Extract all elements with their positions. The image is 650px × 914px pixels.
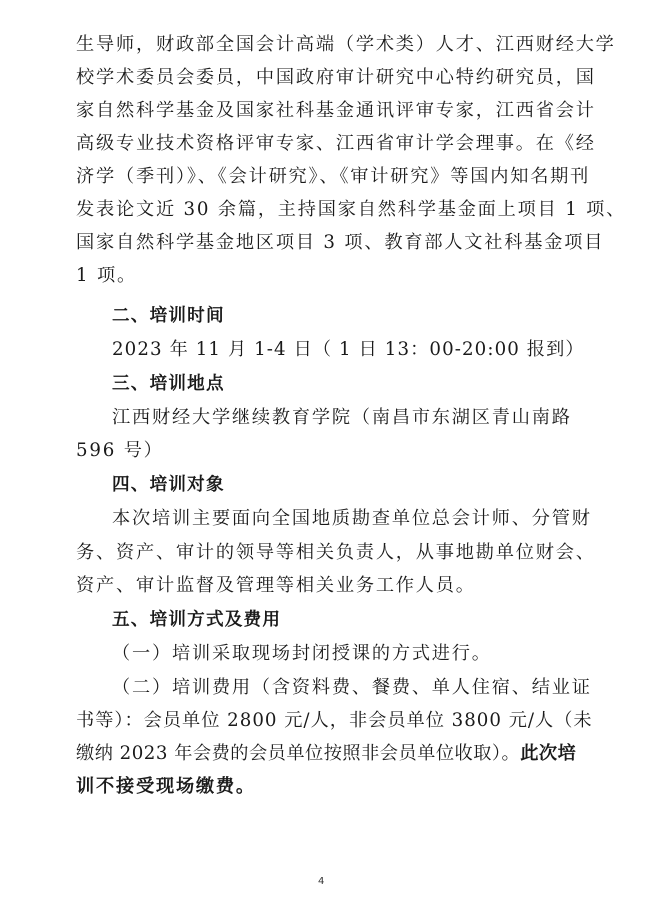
no-onsite-payment-notice-part-1: 此次培 bbox=[520, 743, 577, 764]
page-number: 4 bbox=[318, 876, 325, 887]
bio-line-2: 校学术委员会委员，中国政府审计研究中心特约研究员，国 bbox=[76, 67, 596, 88]
bio-line-4: 高级专业技术资格评审专家、江西省审计学会理事。在《经 bbox=[76, 133, 596, 154]
training-target-line-2: 务、资产、审计的领导等相关负责人，从事地勘单位财会、 bbox=[76, 542, 596, 563]
section-heading-training-method-fees: 五、培训方式及费用 bbox=[112, 610, 282, 630]
training-location-line-1: 江西财经大学继续教育学院（南昌市东湖区青山南路 bbox=[112, 407, 572, 428]
bio-line-8: 1 项。 bbox=[76, 265, 137, 286]
training-fee-line-1: （二）培训费用（含资料费、餐费、单人住宿、结业证 bbox=[112, 677, 592, 698]
section-heading-training-time: 二、培训时间 bbox=[112, 306, 225, 326]
training-time-text: 2023 年 11 月 1-4 日（ 1 日 13：00-20:00 报到） bbox=[112, 339, 585, 360]
bio-line-6: 发表论文近 30 余篇，主持国家自然科学基金面上项目 1 项、 bbox=[76, 199, 627, 220]
training-fee-line-3-text: 缴纳 2023 年会费的会员单位按照非会员单位收取）。 bbox=[76, 743, 521, 764]
section-heading-training-target: 四、培训对象 bbox=[112, 475, 225, 495]
bio-line-7: 国家自然科学基金地区项目 3 项、教育部人文社科基金项目 bbox=[76, 232, 605, 253]
bio-line-1: 生导师，财政部全国会计高端（学术类）人才、江西财经大学 bbox=[76, 34, 616, 55]
bio-line-3: 家自然科学基金及国家社科基金通讯评审专家，江西省会计 bbox=[76, 100, 596, 121]
training-fee-line-2: 书等）：会员单位 2800 元/人，非会员单位 3800 元/人（未 bbox=[76, 710, 593, 731]
training-target-line-3: 资产、审计监督及管理等相关业务工作人员。 bbox=[76, 575, 476, 596]
section-heading-training-location: 三、培训地点 bbox=[112, 374, 225, 394]
training-target-line-1: 本次培训主要面向全国地质勘查单位总会计师、分管财 bbox=[112, 508, 592, 529]
training-fee-line-3 bbox=[76, 742, 576, 766]
training-location-line-2: 596 号） bbox=[76, 440, 164, 461]
bio-line-5: 济学（季刊）》、《会计研究》、《审计研究》等国内知名期刊 bbox=[76, 166, 591, 187]
no-onsite-payment-notice-part-2: 训不接受现场缴费。 bbox=[76, 776, 256, 797]
training-method-item-1: （一）培训采取现场封闭授课的方式进行。 bbox=[112, 643, 492, 664]
